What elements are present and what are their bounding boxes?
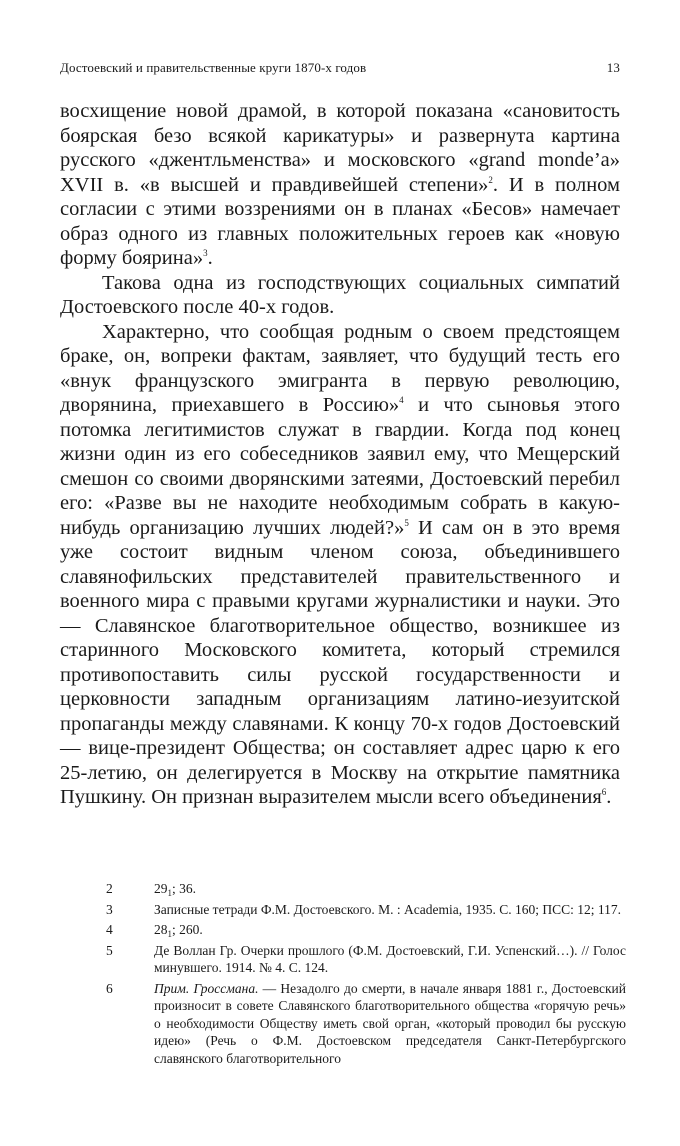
paragraph-1 — [60, 99, 620, 271]
footnote — [106, 901, 626, 919]
footnote-note-label: Прим. Гроссмана. — [154, 980, 259, 996]
footnote-text: 29 — [154, 881, 168, 896]
footnote-number: 5 — [106, 942, 113, 958]
text-run: . — [207, 247, 213, 269]
footnote-text: ; 36. — [172, 881, 197, 896]
footnote — [106, 880, 626, 898]
footnote-text: ; 260. — [172, 922, 203, 937]
footnote-text: — Незадолго до смерти, в начале января 1881 г., Достоевский произносит в совете Славянского благотворительного общества «горячую речь» о необходимости Обществу иметь свой орган, «который проводил бы русскую идею» (Речь о Ф.М. Достоевском председателя Санкт-Петербургского славянского благотворительного — [154, 980, 627, 1066]
footnote-number: 3 — [106, 901, 113, 917]
text-run: восхищение новой драмой, в которой показана «сановитость боярская безо всякой карикатуры» и развернута картина русского «джентльменства» и московского «grand monde’a» XVII в. «в высшей и правдивейшей степени» — [60, 100, 620, 196]
volume-part: 1 — [167, 888, 172, 898]
footnote-ref: 4 — [399, 395, 404, 405]
footnote — [106, 921, 626, 939]
footnote — [106, 980, 626, 1068]
footnote-number: 4 — [106, 922, 113, 937]
footnote-ref: 2 — [488, 174, 493, 185]
footnote-text: 28 — [154, 922, 168, 937]
footnote-ref: 3 — [203, 248, 208, 258]
running-title: Достоевский и правительственные круги 1870-х годов — [60, 60, 367, 75]
footnote-number: 6 — [106, 980, 113, 996]
footnote-number: 2 — [106, 881, 113, 896]
footnote-text: Записные тетради Ф.М. Достоевского. М. : Academia, 1935. С. 160; ПСС: 12; 117. — [154, 901, 622, 917]
page-number: 13 — [606, 60, 620, 75]
text-run: . И в полном согласии с этими воззрениями он в планах «Бесов» намечает образ одного из главных положительных героев как «новую форму боярина» — [60, 173, 620, 269]
text-run: и что сыновья этого потомка легитимистов служат в гвардии. Когда под конец жизни один из его собеседников заявил ему, что Мещерский смешон со своими дворянскими затеями, Достоевский перебил его: «Разве вы не находите необходимым собрать в какую-нибудь организацию лучших людей?» — [60, 394, 620, 539]
footnote-text: Де Воллан Гр. Очерки прошлого (Ф.М. Достоевский, Г.И. Успенский…). // Голос минувшего. 1914. № 4. С. 124. — [154, 942, 626, 975]
footnote-ref: 5 — [404, 517, 409, 528]
text-run: . — [606, 786, 612, 808]
text-run: И сам он в это время уже состоит видным членом союза, объединившего славянофильских представителей правительственного и военного мира с правыми кругами журналистики и науки. Это — Славянское благотворительное общество, возникшее из старинного Московского комитета, который стремился противопоставить силы русской государственности и церковности западным организациям латино-иезуитской пропаганды между славянами. К концу 70-х годов Достоевский — вице-президент Общества; он составляет адрес царю к его 25-летию, он делегируется в Москву на открытие памятника Пушкину. Он признан выразителем мысли всего объединения — [60, 516, 620, 808]
paragraph-2: Такова одна из господствующих социальных симпатий Достоевского после 40-х годов. — [60, 271, 620, 318]
paragraph-3 — [60, 320, 620, 810]
running-head — [60, 60, 620, 80]
text-run: Характерно, что сообщая родным о своем предстоящем браке, он, вопреки фактам, заявляет, что будущий тесть его «внук французского эмигранта в первую революцию, дворянина, приехавшего в Россию» — [60, 320, 620, 416]
footnote — [106, 942, 626, 977]
footnotes — [106, 880, 626, 1070]
main-text — [60, 99, 620, 810]
volume-part: 1 — [167, 929, 172, 939]
footnote-ref: 6 — [601, 787, 607, 797]
